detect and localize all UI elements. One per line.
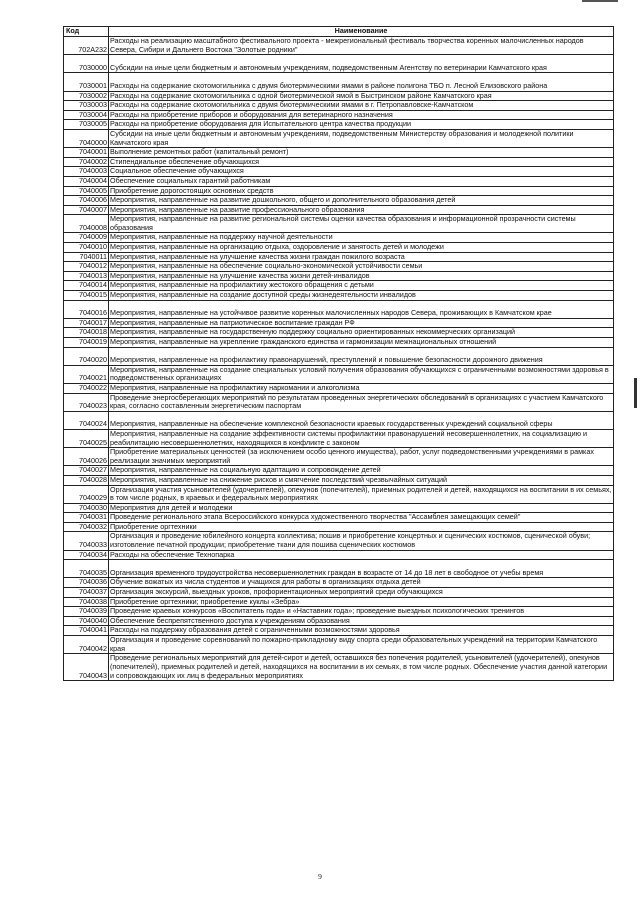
row-code: 7040040 — [64, 616, 109, 626]
table-row — [64, 215, 614, 233]
table-row — [64, 120, 614, 130]
row-code: 7040001 — [64, 148, 109, 158]
row-name: Проведение энергосберегающих мероприятий по результатам проведенных энергетических обследований в организациях с участием Камчатского края, согласно составленным энергетическим паспортам — [109, 393, 614, 411]
row-code: 7040019 — [64, 338, 109, 348]
table-row — [64, 383, 614, 393]
row-code: 7040008 — [64, 215, 109, 233]
table-row — [64, 148, 614, 158]
table-row — [64, 411, 614, 429]
row-code: 7040024 — [64, 411, 109, 429]
row-code: 7040009 — [64, 233, 109, 243]
table-row — [64, 636, 614, 654]
table-row — [64, 291, 614, 301]
row-name: Мероприятия, направленные на устойчивое развитие коренных малочисленных народов Севера, проживающих в Камчатском крае — [109, 300, 614, 318]
row-code: 7040011 — [64, 252, 109, 262]
row-name: Расходы на обеспечение Технопарка — [109, 550, 614, 560]
row-name: Расходы на поддержку образования детей с ограниченными возможностями здоровья — [109, 626, 614, 636]
table-body — [64, 37, 614, 681]
row-code: 7040034 — [64, 550, 109, 560]
row-name: Мероприятия, направленные на профилактику наркомании и алкоголизма — [109, 383, 614, 393]
row-code: 7040012 — [64, 262, 109, 272]
row-name: Обеспечение социальных гарантий работникам — [109, 176, 614, 186]
row-name: Мероприятия, направленные на профилактику жестокого обращения с детьми — [109, 281, 614, 291]
table-header-row — [64, 27, 614, 37]
row-name: Организация и проведение юбилейного концерта коллектива; пошив и приобретение концертных и сценических костюмов, сценической обуви; изготовление печатной продукции; приобретение ткани для пошива сценических костюмов — [109, 532, 614, 550]
row-name: Мероприятия, направленные на снижение рисков и смягчение последствий чрезвычайных ситуаций — [109, 475, 614, 485]
row-name: Мероприятия, направленные на создание эффективности системы профилактики правонарушений несовершеннолетних, на социализацию и реабилитацию несовершеннолетних, находящихся в конфликте с законом — [109, 429, 614, 447]
row-name: Расходы на содержание скотомогильника с двумя биотермическими ямами в районе полигона ТБО п. Лесной Елизовского района — [109, 73, 614, 91]
row-code: 7030001 — [64, 73, 109, 91]
table-row — [64, 597, 614, 607]
row-name: Субсидии на иные цели бюджетным и автономным учреждениям, подведомственным Министерству образования и молодежной политики Камчатского края — [109, 129, 614, 147]
table-row — [64, 429, 614, 447]
table-row — [64, 186, 614, 196]
row-code: 702A232 — [64, 37, 109, 55]
row-code: 7040018 — [64, 328, 109, 338]
row-code: 7040042 — [64, 636, 109, 654]
row-name: Мероприятия, направленные на развитие профессионального образования — [109, 205, 614, 215]
table-row — [64, 205, 614, 215]
scan-artifact-edge — [634, 378, 637, 408]
table-row — [64, 616, 614, 626]
row-name: Приобретение оргтехники — [109, 522, 614, 532]
row-code: 7040031 — [64, 513, 109, 523]
table-row — [64, 578, 614, 588]
row-code: 7040007 — [64, 205, 109, 215]
table-row — [64, 271, 614, 281]
table-row — [64, 466, 614, 476]
row-code: 7040027 — [64, 466, 109, 476]
row-name: Мероприятия, направленные на государственную поддержку социально ориентированных некоммерческих организаций — [109, 328, 614, 338]
row-name: Субсидии на иные цели бюджетным и автономным учреждениям, подведомственным Агентству по ветеринарии Камчатского края — [109, 55, 614, 73]
table-row — [64, 110, 614, 120]
table-row — [64, 522, 614, 532]
row-code: 7040041 — [64, 626, 109, 636]
table-row — [64, 626, 614, 636]
table-row — [64, 176, 614, 186]
table-row — [64, 607, 614, 617]
row-name: Мероприятия, направленные на поддержку научной деятельности — [109, 233, 614, 243]
row-name: Организация экскурсий, выездных уроков, профориентационных мероприятий среди обучающихся — [109, 588, 614, 598]
table-row — [64, 654, 614, 681]
row-code: 7030005 — [64, 120, 109, 130]
row-name: Обеспечение беспрепятственного доступа к учреждениям образования — [109, 616, 614, 626]
row-code: 7040003 — [64, 167, 109, 177]
row-name: Мероприятия, направленные на создание специальных условий получения образования обучающихся с ограниченными возможностями здоровья в подведомственных организациях — [109, 365, 614, 383]
table-row — [64, 300, 614, 318]
row-code: 7040029 — [64, 485, 109, 503]
table-row — [64, 243, 614, 253]
table-row — [64, 393, 614, 411]
page-number: 9 — [318, 872, 322, 881]
row-name: Приобретение материальных ценностей (за исключением особо ценного имущества), работ, услуг подведомственными учреждениями в рамках реализации значимых мероприятий — [109, 448, 614, 466]
table-row — [64, 37, 614, 55]
row-name: Выполнение ремонтных работ (капитальный ремонт) — [109, 148, 614, 158]
table-row — [64, 262, 614, 272]
row-code: 7040002 — [64, 157, 109, 167]
row-code: 7040021 — [64, 365, 109, 383]
row-code: 7040036 — [64, 578, 109, 588]
row-name: Организация и проведение соревнований по пожарно-прикладному виду спорта среди образовательных учреждений на территории Камчатского края — [109, 636, 614, 654]
row-name: Приобретение оргтехники; приобретение куклы «Зебра» — [109, 597, 614, 607]
row-name: Обучение вожатых из числа студентов и учащихся для работы в организациях отдыха детей — [109, 578, 614, 588]
row-name: Расходы на содержание скотомогильника с двумя биотермическими ямами в г. Петропавловске-Камчатском — [109, 101, 614, 111]
table-row — [64, 167, 614, 177]
table-row — [64, 328, 614, 338]
table-row — [64, 560, 614, 578]
row-code: 7040043 — [64, 654, 109, 681]
row-name: Организация участия усыновителей (удочерителей), опекунов (попечителей), приемных родителей и детей, находящихся на воспитании в их семьях, в том числе родных, в краевых и федеральных мероприятиях — [109, 485, 614, 503]
row-code: 7040015 — [64, 291, 109, 301]
row-code: 7040017 — [64, 318, 109, 328]
row-code: 7040013 — [64, 271, 109, 281]
table-row — [64, 281, 614, 291]
row-name: Проведение региональных мероприятий для детей-сирот и детей, оставшихся без попечения родителей, усыновителей (удочерителей), опекунов (попечителей), приемных родителей и детей, находящихся на воспитании в их семьях, в том числе родных. Обеспечение участия данной категории и сопровождающих их лиц в федеральных мероприятиях — [109, 654, 614, 681]
table-row — [64, 101, 614, 111]
row-code: 7030002 — [64, 91, 109, 101]
row-code: 7040004 — [64, 176, 109, 186]
row-code: 7030003 — [64, 101, 109, 111]
table-row — [64, 588, 614, 598]
table-row — [64, 475, 614, 485]
row-name: Организация временного трудоустройства несовершеннолетних граждан в возрасте от 14 до 18 лет в свободное от учебы время — [109, 560, 614, 578]
row-code: 7040014 — [64, 281, 109, 291]
table-row — [64, 196, 614, 206]
scan-artifact-top — [582, 0, 618, 2]
row-name: Мероприятия, направленные на обеспечение комплексной безопасности краевых государственных учреждений социальной сферы — [109, 411, 614, 429]
row-name: Приобретение дорогостоящих основных средств — [109, 186, 614, 196]
row-name: Мероприятия, направленные на профилактику правонарушений, преступлений и повышение безопасности дорожного движения — [109, 347, 614, 365]
row-code: 7040030 — [64, 503, 109, 513]
row-name: Расходы на приобретение оборудования для Испытательного центра качества продукции — [109, 120, 614, 130]
row-code: 7040026 — [64, 448, 109, 466]
row-code: 7040020 — [64, 347, 109, 365]
row-code: 7040032 — [64, 522, 109, 532]
table-row — [64, 485, 614, 503]
row-code: 7040016 — [64, 300, 109, 318]
table-row — [64, 347, 614, 365]
table-row — [64, 129, 614, 147]
row-name: Мероприятия, направленные на создание доступной среды жизнедеятельности инвалидов — [109, 291, 614, 301]
row-code: 7040035 — [64, 560, 109, 578]
row-name: Мероприятия, направленные на обеспечение социально-экономической устойчивости семьи — [109, 262, 614, 272]
budget-codes-table — [63, 26, 614, 681]
table-row — [64, 503, 614, 513]
row-name: Социальное обеспечение обучающихся — [109, 167, 614, 177]
row-code: 7030004 — [64, 110, 109, 120]
row-name: Мероприятия, направленные на укрепление гражданского единства и гармонизации межнациональных отношений — [109, 338, 614, 348]
row-code: 7040025 — [64, 429, 109, 447]
row-name: Мероприятия, направленные на улучшение качества жизни детей-инвалидов — [109, 271, 614, 281]
row-code: 7040000 — [64, 129, 109, 147]
row-code: 7040037 — [64, 588, 109, 598]
table-row — [64, 532, 614, 550]
table-row — [64, 318, 614, 328]
row-code: 7040010 — [64, 243, 109, 253]
row-name: Расходы на реализацию масштабного фестивального проекта - межрегиональный фестиваль творчества коренных малочисленных народов Севера, Сибири и Дальнего Востока "Золотые родники" — [109, 37, 614, 55]
row-code: 7030000 — [64, 55, 109, 73]
row-name: Мероприятия, направленные на патриотическое воспитание граждан РФ — [109, 318, 614, 328]
table-row — [64, 338, 614, 348]
table-row — [64, 233, 614, 243]
header-name: Наименование — [109, 27, 614, 37]
row-code: 7040033 — [64, 532, 109, 550]
header-code: Код — [64, 27, 109, 37]
table-row — [64, 252, 614, 262]
row-name: Мероприятия, направленные на развитие региональной системы оценки качества образования и информационной прозрачности системы образования — [109, 215, 614, 233]
table-row — [64, 513, 614, 523]
row-code: 7040039 — [64, 607, 109, 617]
row-name: Мероприятия, направленные на развитие дошкольного, общего и дополнительного образования детей — [109, 196, 614, 206]
row-code: 7040028 — [64, 475, 109, 485]
table-row — [64, 55, 614, 73]
table-row — [64, 448, 614, 466]
row-name: Расходы на приобретение приборов и оборудования для ветеринарного назначения — [109, 110, 614, 120]
row-code: 7040006 — [64, 196, 109, 206]
row-code: 7040038 — [64, 597, 109, 607]
table-row — [64, 365, 614, 383]
row-code: 7040022 — [64, 383, 109, 393]
row-name: Проведение краевых конкурсов «Воспитатель года» и «Наставник года»; проведение выездных психологических тренингов — [109, 607, 614, 617]
row-name: Мероприятия для детей и молодежи — [109, 503, 614, 513]
row-name: Стипендиальное обеспечение обучающихся — [109, 157, 614, 167]
table-row — [64, 157, 614, 167]
row-code: 7040005 — [64, 186, 109, 196]
row-name: Расходы на содержание скотомогильника с одной биотермической ямой в Быстринском районе Камчатского края — [109, 91, 614, 101]
row-name: Мероприятия, направленные на организацию отдыха, оздоровление и занятость детей и молодежи — [109, 243, 614, 253]
row-code: 7040023 — [64, 393, 109, 411]
row-name: Проведение регионального этапа Всероссийского конкурса художественного творчества "Ассамблея замещающих семей" — [109, 513, 614, 523]
table-row — [64, 91, 614, 101]
row-name: Мероприятия, направленные на улучшение качества жизни граждан пожилого возраста — [109, 252, 614, 262]
row-name: Мероприятия, направленные на социальную адаптацию и сопровождение детей — [109, 466, 614, 476]
table-row — [64, 73, 614, 91]
table-row — [64, 550, 614, 560]
